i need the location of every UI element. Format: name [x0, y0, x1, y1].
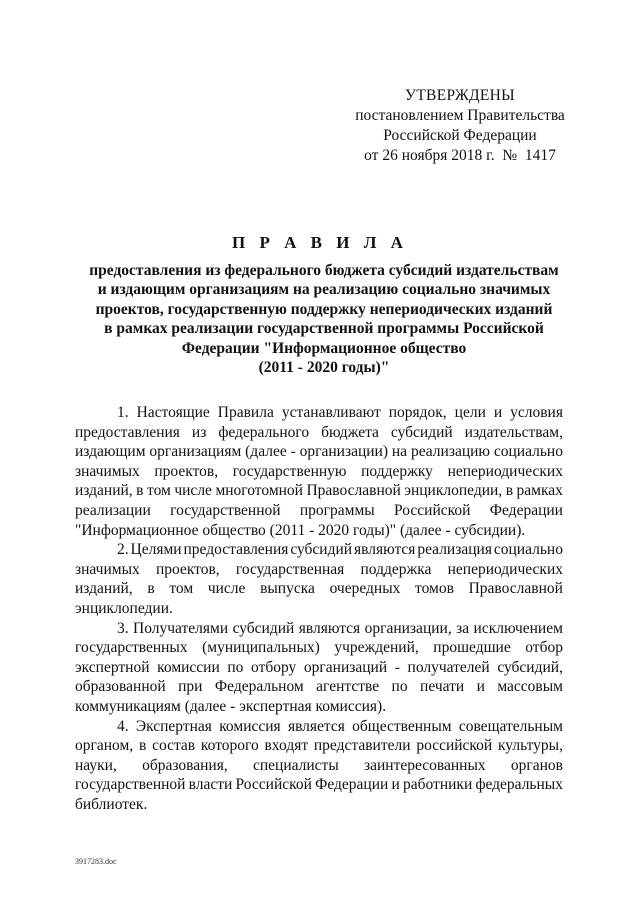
- subtitle-line: в рамках реализации государственной программы Российской: [104, 320, 544, 338]
- paragraph-line: издающим организациям (далее - организации) на реализацию социально: [75, 443, 563, 461]
- paragraph-line: 4. Экспертная комиссия является общественным совещательным: [117, 717, 563, 735]
- paragraph-line: предоставления из федерального бюджета субсидий издательствам,: [75, 423, 563, 441]
- paragraph-line: реализации государственной программы Российской Федерации: [75, 501, 563, 519]
- paragraph-3: [75, 619, 563, 717]
- paragraph-1: [75, 403, 563, 540]
- paragraph-4: [75, 717, 563, 815]
- paragraph-line: науки, образования, специалисты заинтересованных органов: [75, 756, 563, 774]
- paragraph-line: государственных (муниципальных) учреждений, прошедшие отбор: [75, 639, 563, 657]
- subtitle-line: Федерации "Информационное общество: [181, 339, 467, 357]
- subtitle-line: и издающим организациям на реализацию социально значимых: [97, 281, 551, 299]
- subtitle-line: предоставления из федерального бюджета субсидий издательствам: [89, 262, 559, 279]
- subtitle-line: (2011 - 2020 годы)": [258, 359, 390, 377]
- paragraph-line: органом, в состав которого входят представители российской культуры,: [75, 737, 563, 755]
- paragraph-line: изданий, в том числе выпуска очередных томов Православной: [75, 580, 563, 598]
- paragraph-line: значимых проектов, государственная поддержка непериодических: [75, 560, 563, 578]
- approval-date-line: от 26 ноября 2018 г. № 1417: [364, 147, 556, 164]
- approval-heading: УТВЕРЖДЕНЫ: [405, 87, 515, 104]
- subtitle-line: проектов, государственную поддержку непериодических изданий: [95, 300, 553, 318]
- paragraph-line: значимых проектов, государственную поддержку непериодических: [75, 462, 563, 480]
- paragraph-line: энциклопедии.: [75, 599, 173, 617]
- approval-stamp: [350, 86, 570, 166]
- document-subtitle: [86, 261, 562, 377]
- approval-line-2: Российской Федерации: [383, 127, 537, 144]
- paragraph-line: библиотек.: [75, 795, 148, 813]
- paragraph-line: образованной при Федеральном агентстве по печати и массовым: [75, 678, 563, 696]
- document-title: П Р А В И Л А: [232, 233, 408, 252]
- paragraph-line: экспертной комиссии по отбору организаций - получателей субсидий,: [75, 658, 563, 676]
- approval-line-1: постановлением Правительства: [355, 107, 565, 124]
- paragraph-line: коммуникациям (далее - экспертная комиссия).: [75, 697, 387, 715]
- paragraph-line: "Информационное общество (2011 - 2020 годы)" (далее - субсидии).: [75, 521, 526, 539]
- document-file-id: 3917283.doc: [75, 857, 117, 866]
- paragraph-line: 1. Настоящие Правила устанавливают порядок, цели и условия: [117, 404, 563, 421]
- paragraph-line: изданий, в том числе многотомной Православной энциклопедии, в рамках: [75, 482, 563, 500]
- paragraph-line: государственной власти Российской Федерации и работники федеральных: [75, 776, 563, 794]
- paragraph-line: 2. Целями предоставления субсидий являются реализация социально: [117, 541, 563, 559]
- paragraph-line: 3. Получателями субсидий являются организации, за исключением: [117, 619, 563, 637]
- document-body: [75, 403, 563, 814]
- paragraph-2: [75, 540, 563, 618]
